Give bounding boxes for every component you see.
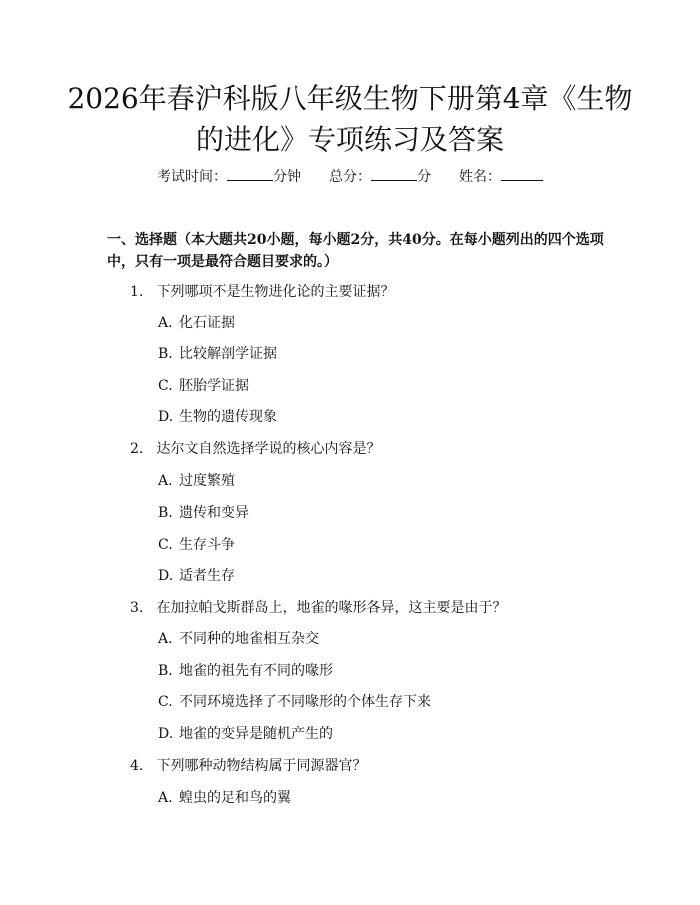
question-text: 达尔文自然选择学说的核心内容是？ xyxy=(156,441,381,457)
option-letter: B. xyxy=(158,346,173,362)
score-label: 总分： xyxy=(329,169,371,185)
option-text: 过度繁殖 xyxy=(179,473,235,489)
question-3 xyxy=(130,598,506,618)
option-letter: B. xyxy=(158,663,173,679)
option-2c xyxy=(158,535,235,555)
option-letter: D. xyxy=(158,726,174,742)
option-text: 生物的遗传现象 xyxy=(179,409,277,425)
option-letter: D. xyxy=(158,568,174,584)
question-text: 下列哪项不是生物进化论的主要证据？ xyxy=(156,284,395,300)
option-letter: B. xyxy=(158,505,173,521)
option-letter: A. xyxy=(158,790,173,806)
question-4 xyxy=(130,756,366,776)
option-3b xyxy=(158,661,333,681)
option-3c xyxy=(158,692,431,712)
option-2d xyxy=(158,566,235,586)
question-1 xyxy=(130,282,394,302)
option-2a xyxy=(158,471,235,491)
option-2b xyxy=(158,503,249,523)
name-label: 姓名： xyxy=(459,169,501,185)
option-letter: C. xyxy=(158,378,173,394)
time-blank xyxy=(227,166,273,181)
option-1c xyxy=(158,376,249,396)
option-text: 遗传和变异 xyxy=(179,505,249,521)
option-text: 地雀的祖先有不同的喙形 xyxy=(179,663,333,679)
option-letter: A. xyxy=(158,473,173,489)
option-letter: C. xyxy=(158,537,173,553)
time-label: 考试时间： xyxy=(157,169,227,185)
option-1a xyxy=(158,313,235,333)
name-blank xyxy=(501,166,543,181)
exam-info-line xyxy=(0,166,700,187)
score-unit: 分 xyxy=(417,169,431,185)
option-1b xyxy=(158,344,277,364)
option-letter: A. xyxy=(158,631,173,647)
option-4a xyxy=(158,788,291,808)
question-number: 2. xyxy=(130,441,144,457)
time-unit: 分钟 xyxy=(273,169,301,185)
option-letter: D. xyxy=(158,409,174,425)
option-text: 生存斗争 xyxy=(179,537,235,553)
option-text: 比较解剖学证据 xyxy=(179,346,277,362)
question-number: 1. xyxy=(130,284,144,300)
option-text: 化石证据 xyxy=(179,315,235,331)
score-blank xyxy=(371,166,417,181)
option-letter: A. xyxy=(158,315,173,331)
question-2 xyxy=(130,439,380,459)
option-3a xyxy=(158,629,319,649)
option-text: 不同环境选择了不同喙形的个体生存下来 xyxy=(179,694,431,710)
option-letter: C. xyxy=(158,694,173,710)
question-number: 4. xyxy=(130,758,144,774)
section-heading: 一、选择题（本大题共20小题，每小题2分，共40分。在每小题列出的四个选项中，只有一项是最符合题目要求的。） xyxy=(107,232,604,270)
option-3d xyxy=(158,724,333,744)
option-text: 不同种的地雀相互杂交 xyxy=(179,631,319,647)
option-text: 蝗虫的足和鸟的翼 xyxy=(179,790,291,806)
option-text: 地雀的变异是随机产生的 xyxy=(179,726,333,742)
option-text: 胚胎学证据 xyxy=(179,378,249,394)
option-1d xyxy=(158,407,277,427)
question-text: 在加拉帕戈斯群岛上，地雀的喙形各异，这主要是由于？ xyxy=(156,600,507,616)
document-title: 2026年春沪科版八年级生物下册第4章《生物的进化》专项练习及答案 xyxy=(67,82,633,156)
question-text: 下列哪种动物结构属于同源器官？ xyxy=(156,758,367,774)
option-text: 适者生存 xyxy=(179,568,235,584)
question-number: 3. xyxy=(130,600,144,616)
